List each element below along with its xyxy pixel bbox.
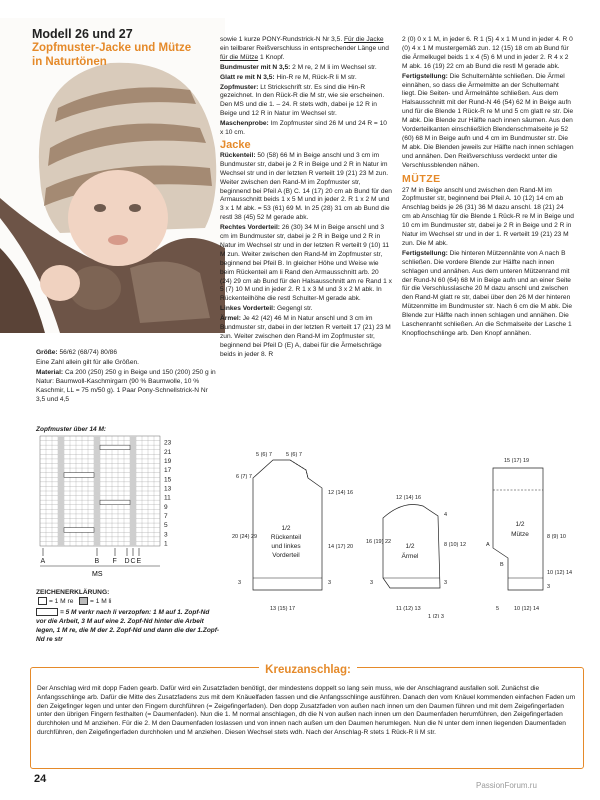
column-3 (402, 36, 574, 340)
col2-p1c: ein teilbarer Reißverschluss in entsprechender Länge und (220, 44, 389, 52)
bund-label: Bundmuster mit N 3,5: (220, 63, 291, 71)
back-right1: 12 (14) 16 (328, 490, 354, 496)
cable-cell (100, 445, 130, 450)
fert2-label: Fertigstellung: (402, 249, 448, 257)
row-label: 15 (164, 476, 172, 484)
legend-title: ZEICHENERKLÄRUNG: (36, 589, 110, 596)
column-2 (220, 36, 392, 361)
back-left1: 6 (7) 7 (236, 474, 252, 480)
legend-cable: = 5 M verkr nach li verzopfen: 1 M auf 1. Zopf-Nd vor die Arbeit, 3 M auf eine 2. Zopf-Nd hinter die Arbeit legen, 1 M re, die M der 2. Zopf-Nd und dann die der 1.Zopf-Nd re str (36, 609, 220, 643)
col-label: A (40, 558, 46, 565)
back-left3: 3 (238, 580, 242, 586)
purl-column (58, 436, 64, 546)
col-label: B (94, 558, 100, 565)
links-label: Linkes Vorderteil: (220, 305, 276, 313)
aermel-text: Je 42 (42) 46 M in Natur anschl und 3 cm im Bundmuster str, dabei in der letzten R verteilt 17 (21) 23 M zun. Weiter zwischen den Rand-M im Zopfmuster str, beginnend bei Pfeil D (E) A, dabei für die Ärmelschräge beids in jeder 8. R (220, 315, 391, 358)
material-value: Ca 200 (250) 250 g in Beige und 150 (200) 250 g in Natur: Baumwoll-Kaschmirgarn (90 % Baumwolle, 10 % Kaschmir, LL = 75 m/50 g). 1 Paar Pony-Schnellstrick-N Nr 3,5 und 4,5 (36, 368, 216, 403)
kreuzanschlag-title-wrap (31, 660, 585, 678)
knitting-chart (36, 434, 196, 584)
material-label: Material: (36, 368, 64, 376)
hat-label2: Mütze (511, 531, 529, 538)
kreuzanschlag-text: Der Anschlag wird mit dopp Faden gearb. Dafür wird ein Zusatzfaden benötigt, der mindestens doppelt so lang sein muss, wie der Anschlagrand ausfallen soll. Zunächst die Anfangsschlinge arb. Dafür die Mitte des Zusatzfadens zus mit dem Knäuelfaden fassen und die Anfangsschlinge ausführen. Danach den vom Knäuel kommenden einfachen Faden um den Zeigefinger legen und unter den Fingern durchführen (= Zeigefingerfaden). Den dopp Zusatzfaden von außen nach innen um den Daumen führen und mit dem Zeigefingerfaden unter den übrigen Fingern festhalten (= Daumenfaden). Nun die 1. M normal anschlagen, dh die N von außen nach innen um den Daumenfaden herumführen, den Zeigefingerfaden durchholen und M anziehen. Für die 2. M den Daumenfaden loslassen und von innen nach außen um den Daumen herumlegen. Nun die N unter dem innen liegenden Daumenfaden durchführen, den Zeigefingerfaden durchholen und M anziehen. Diesen Wechsel stets wdh. Nach der Anschlag-R stets 1 Rück-R li M str. (37, 685, 576, 736)
schematics (228, 448, 588, 618)
legend-row-2 (36, 608, 221, 644)
jacke-heading: Jacke (220, 138, 251, 151)
page-number: 24 (34, 773, 47, 785)
sleeve-left1: 16 (19) 22 (366, 539, 392, 545)
back-left2: 20 (24) 29 (232, 534, 258, 540)
row-label: 9 (164, 503, 168, 511)
rueck-text: 50 (58) 66 M in Beige anschl und 3 cm im Bundmuster str, dabei je 2 R in Beige und 2 R in Natur im Wechsel str und in der letzten R verteilt 19 (21) 23 M zun. Weiter zwischen den Rand-M im Zopfmuster str, beginnend bei Pfeil A (B) C. 14 (17) 20 cm ab Bund für den Armausschnitt beids 1 x 5 M und in jeder 2. R 1 x 2 M und 3 x 1 M abk. = 53 (61) 69 M. In 25 (28) 31 cm ab Bund die restl 38 (45) 52 M gerade abk. (220, 151, 392, 222)
back-right2: 14 (17) 20 (328, 544, 354, 550)
hat-top: 15 (17) 19 (504, 458, 530, 464)
groesse-label: Größe: (36, 349, 58, 356)
rueck-label: Rückenteil: (220, 151, 256, 159)
site-watermark: PassionForum.ru (476, 781, 537, 790)
col2-p1d: für die Mütze (220, 53, 259, 61)
row-label: 1 (164, 540, 168, 548)
hat-bottom2: 10 (12) 14 (514, 606, 540, 612)
sleeve-bottom2: 1 (2) 3 (428, 614, 444, 618)
back-right3: 3 (328, 580, 332, 586)
sleeve-right3: 3 (444, 580, 448, 586)
hat-a: A (486, 542, 490, 548)
row-label: 23 (164, 439, 172, 447)
row-label: 13 (164, 485, 172, 493)
muetze-text: 27 M in Beige anschl und zwischen den Rand-M im Zopfmuster str, beginnend bei Pfeil A. 10 (12) 14 cm ab Anschlag beids je 26 (31) 36 M dazu anschl. 18 (21) 24 cm ab Anschlag für die Blende 1 Rück-R re M in Beige und 10 cm im Bundmuster str, dabei je 2 R in Beige und 2 R in Natur im Wechsel str und in der 1. R verteilt 19 (21) 23 M zun. Die M abk. (402, 186, 574, 247)
fert-text: Die Schulternähte schließen. Die Ärmel einnähen, so dass die Ärmelmitte an der Schulternaht liegt. Die Seiten- und Ärmelnähte schließen. Aus dem Halsausschnitt mit der Rund-N 46 (54) 62 M in Beige aufn und für die Blende 1 Rück-R re M und 5 cm glatt re str. Die M abk. Die Blende zur Hälfte nach innen säumen. Aus den Vorderteilkanten einschließlich Blendenschmalseite je 52 (60) 68 M in Beige aufn und 4 cm im Bundmuster str. Die M abk. Die Blenden jeweils zur Hälfte nach innen schlagen und annähen. Den Reißverschluss verdeckt unter die Verschlussblenden nähen. (402, 72, 574, 169)
purl-column (130, 436, 136, 546)
col-label: C (130, 558, 136, 565)
sleeve-left2: 3 (370, 580, 374, 586)
hat-label1: 1/2 (515, 521, 525, 528)
back-top1: 5 (6) 7 (256, 452, 272, 458)
sleeve-right1: 4 (444, 512, 448, 518)
fert-label: Fertigstellung: (402, 72, 448, 80)
vorder-label: Rechtes Vorderteil: (220, 224, 280, 232)
col-label: D (124, 558, 130, 565)
back-top2: 5 (6) 7 (286, 452, 302, 458)
hat-b: B (500, 562, 504, 568)
knit-symbol (38, 597, 47, 605)
back-piece-schematic (232, 452, 353, 612)
legend-li: = 1 M li (90, 598, 112, 605)
hat-bottom1: 5 (496, 606, 500, 612)
groesse-note: Eine Zahl allein gilt für alle Größen. (36, 358, 139, 366)
back-label1: 1/2 (281, 525, 291, 532)
intro-text (36, 349, 216, 405)
sleeve-label2: Ärmel (401, 553, 419, 560)
col2-p1b: Für die Jacke (344, 36, 384, 43)
glatt-label: Glatt re mit N 3,5: (220, 73, 275, 81)
glatt-text: Hin-R re M, Rück-R li M str. (274, 73, 357, 81)
hat-right3: 3 (547, 584, 551, 590)
bund-text: 2 M re, 2 M li im Wechsel str. (290, 63, 377, 71)
legend (36, 588, 221, 644)
back-label3: und linkes (271, 543, 301, 550)
sleeve-label1: 1/2 (405, 543, 415, 550)
row-label: 21 (164, 448, 172, 456)
purl-column (94, 436, 100, 546)
legend-row-1 (36, 597, 221, 606)
muetze-heading: MÜTZE (402, 172, 441, 185)
hat-schematic (486, 458, 572, 612)
back-label4: Vorderteil (272, 552, 300, 559)
legend-re: = 1 M re (49, 598, 74, 605)
aermel-label: Ärmel: (220, 315, 241, 323)
back-label2: Rückenteil (270, 534, 302, 541)
sleeve-schematic (366, 495, 466, 618)
row-label: 3 (164, 531, 168, 539)
row-label: 11 (164, 494, 171, 502)
sleeve-bottom: 11 (12) 13 (396, 606, 421, 612)
row-label: 17 (164, 467, 172, 475)
sleeve-top: 12 (14) 16 (396, 495, 422, 501)
masch-label: Maschenprobe: (220, 120, 269, 128)
title-block (32, 27, 222, 69)
diagram-title: Zopfmuster über 14 M: (36, 426, 107, 433)
row-label: 5 (164, 522, 168, 530)
col2-p1: sowie 1 kurze PONY-Rundstrick-N Nr 3,5. (220, 36, 343, 43)
cable-cell (64, 528, 94, 533)
col-label: F (112, 558, 117, 565)
kreuzanschlag-title: Kreuzanschlag: (259, 664, 357, 676)
hat-right2: 10 (12) 14 (547, 570, 573, 576)
masch-text: Im Zopfmuster sind 26 M und 24 R = 10 x 10 cm. (220, 120, 387, 137)
model-title: Modell 26 und 27 (32, 27, 133, 41)
cable-cell (64, 473, 94, 478)
back-bottom: 13 (15) 17 (270, 606, 296, 612)
hat-right1: 8 (9) 10 (547, 534, 566, 540)
model-subtitle: Zopfmuster-Jacke und Mütze in Naturtönen (32, 42, 192, 68)
col3-p1: 2 (0) 0 x 1 M, in jeder 6. R 1 (5) 4 x 1 M und in jeder 4. R 0 (0) 4 x 1 M mustergemäß zun. 12 (15) 18 cm ab Bund für die Ärmelkugel beids 1 x 4 (5) 6 M und in jeder 2. R 4 x 2 M abk. 16 (19) 22 cm ab Bund die restl M gerade abk. (402, 36, 573, 70)
vorder-text: 26 (30) 34 M in Beige anschl und 3 cm im Bundmuster str, dabei je 2 R in Beige und 2 R in Natur im Wechsel str und in der letzten R verteilt 9 (10) 11 M zun. Weiter zwischen den Rand-M im Zopfmuster str, beginnend bei Pfeil B. In gleicher Höhe und Weise wie beim Rückenteil am li Rand den Armausschnitt arb. 20 (24) 29 cm ab Bund für den Halsausschnitt am re Rand 1 x 5 (7) 10 M und in jeder 2. R 1 x 3 M und 3 x 2 M abk. In Rückenteilhöhe die restl Schulter-M gerade abk. (220, 224, 392, 303)
row-label: 19 (164, 458, 172, 465)
cable-symbol (36, 608, 58, 616)
sleeve-right2: 8 (10) 12 (444, 542, 467, 548)
cable-cell (100, 500, 130, 505)
kreuzanschlag-box (30, 664, 584, 769)
col-label: E (136, 558, 142, 565)
zopf-text: Lt Strickschrift str. Es sind die Hin-R gezeichnet. In den Rück-R die M str, wie sie erscheinen. Den MS und die 1. – 24. R stets wdh, dabei je 12 R in Beige und 12 R in Natur im Wechsel str. (220, 83, 385, 118)
purl-symbol (79, 597, 88, 605)
groesse-value: 56/62 (68/74) 80/86 (57, 349, 118, 356)
ms-label: MS (92, 571, 103, 578)
row-label: 7 (164, 513, 168, 520)
links-text: Gegengl str. (275, 305, 313, 313)
col2-p1e: 1 Knopf. (258, 53, 285, 61)
zopf-label: Zopfmuster: (220, 83, 259, 91)
fert2-text: Die hinteren Mützennähte von A nach B schließen. Die vordere Blende zur Hälfte nach innen schlagen und annähen. Aus dem unteren Mützenrand mit der Rund-N 60 (64) 68 M in Beige aufn und an einer Seite für die Verschlusslasche 20 M dazu anschl und zwischen den Rand-M glatt re str, dabei über den 26 M der hinteren Mützenmitte im Bundmuster str. Nach 6 cm die M abk. Die Blende zur Hälfte nach innen schlagen und annähen. Die Laschenranht schließen. An die Schmalseite der Lasche 1 Knopflochschlinge arb. Den Knopf annähen. (402, 249, 573, 337)
